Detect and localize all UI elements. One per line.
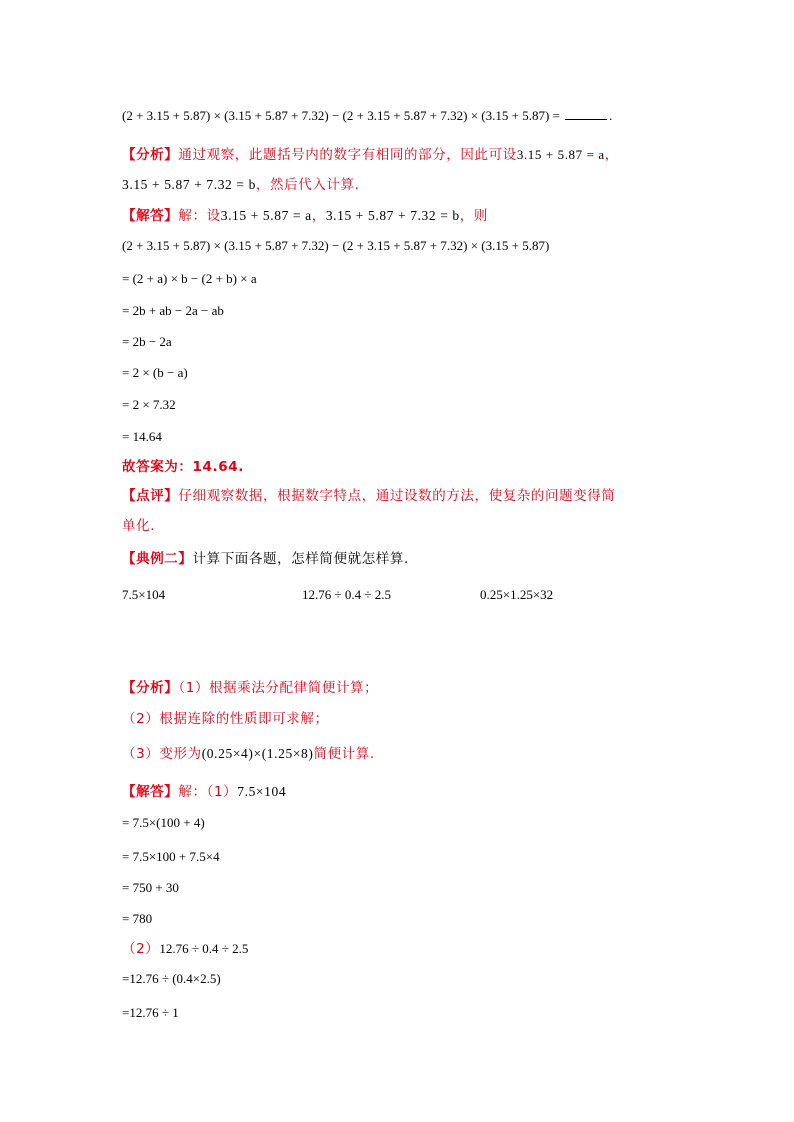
comment-line-1 — [122, 487, 616, 505]
solution-tag: 【解答】 — [122, 208, 179, 224]
answer-blank — [565, 108, 607, 120]
ex2-solution-first: 7.5×104 — [237, 784, 287, 799]
ex2-part2-label: （2） — [122, 941, 160, 957]
example2-tag: 【典例二】 — [122, 551, 193, 567]
ex2-analysis-1: （1）根据乘法分配律简便计算； — [178, 680, 379, 696]
solution-suffix: ，则 — [459, 208, 488, 224]
analysis-line-2 — [122, 176, 360, 194]
ex2-analysis-3-prefix: （3）变形为 — [122, 746, 202, 762]
solution-line — [122, 207, 488, 225]
step-line: = 14.64 — [122, 429, 162, 444]
step-line: = 2 × 7.32 — [122, 397, 176, 412]
analysis-comma: ， — [604, 147, 619, 163]
ex2-analysis-tag: 【分析】 — [122, 680, 179, 696]
analysis-expr-b: 3.15 + 5.87 + 7.32 = b — [122, 177, 256, 192]
ex2-step-line: =12.76 ÷ 1 — [122, 1005, 179, 1020]
ex2-solution-line — [122, 783, 286, 801]
step-line: = 2 × (b − a) — [122, 365, 188, 380]
ex2-analysis-line-1 — [122, 679, 378, 697]
answer-line: 故答案为：14.64. — [122, 459, 244, 475]
ex2-step-line: = 7.5×(100 + 4) — [122, 815, 205, 830]
solution-expr-b: 3.15 + 5.87 + 7.32 = b — [325, 208, 460, 223]
step-line: = 2b − 2a — [122, 334, 172, 349]
analysis-expr-a: 3.15 + 5.87 = a — [516, 147, 605, 162]
ex2-step-line: = 750 + 30 — [122, 880, 179, 895]
ex2-step-line: = 780 — [122, 911, 153, 926]
analysis-text: 通过观察，此题括号内的数字有相同的部分，因此可设 — [178, 147, 517, 163]
ex2-step-line: = 7.5×100 + 7.5×4 — [122, 849, 220, 864]
ex2-solution-tag: 【解答】 — [122, 784, 179, 800]
comment-text-1: 仔细观察数据，根据数字特点，通过设数的方法，使复杂的问题变得简 — [178, 488, 616, 504]
step-line: = (2 + a) × b − (2 + b) × a — [122, 271, 257, 286]
solution-expr-a: 3.15 + 5.87 = a — [220, 208, 312, 223]
comment-line-2: 单化. — [122, 518, 156, 534]
ex2-part2-line — [122, 940, 248, 958]
problem-end: . — [609, 108, 613, 123]
analysis-tag: 【分析】 — [122, 147, 179, 163]
problem-line — [122, 107, 612, 125]
analysis-line-1 — [122, 146, 619, 164]
example2-prompt: 计算下面各题，怎样简便就怎样算. — [192, 551, 409, 567]
example2-problem-1: 7.5×104 — [122, 587, 166, 602]
ex2-analysis-3-suffix: 简便计算. — [313, 746, 375, 762]
ex2-analysis-line-3 — [122, 745, 375, 763]
problem-expression: (2 + 3.15 + 5.87) × (3.15 + 5.87 + 7.32) − (2 + 3.15 + 5.87 + 7.32) × (3.15 + 5.87) = — [122, 108, 560, 123]
ex2-step-line: =12.76 ÷ (0.4×2.5) — [122, 971, 221, 986]
ex2-part2-expr: 12.76 ÷ 0.4 ÷ 2.5 — [159, 941, 249, 956]
solution-comma: ， — [311, 208, 326, 224]
example2-problem-3: 0.25×1.25×32 — [480, 587, 554, 602]
example2-heading — [122, 550, 409, 568]
analysis-text-2: ，然后代入计算. — [255, 177, 360, 193]
ex2-analysis-line-2: （2）根据连除的性质即可求解； — [122, 711, 329, 727]
step-line: (2 + 3.15 + 5.87) × (3.15 + 5.87 + 7.32) − (2 + 3.15 + 5.87 + 7.32) × (3.15 + 5.87) — [122, 238, 550, 253]
solution-prefix: 解：设 — [178, 208, 221, 224]
comment-tag: 【点评】 — [122, 488, 179, 504]
example2-problem-2: 12.76 ÷ 0.4 ÷ 2.5 — [302, 587, 392, 602]
ex2-analysis-3-expr: (0.25×4)×(1.25×8) — [201, 746, 314, 761]
step-line: = 2b + ab − 2a − ab — [122, 303, 224, 318]
ex2-solution-prefix: 解：（1） — [178, 784, 238, 800]
